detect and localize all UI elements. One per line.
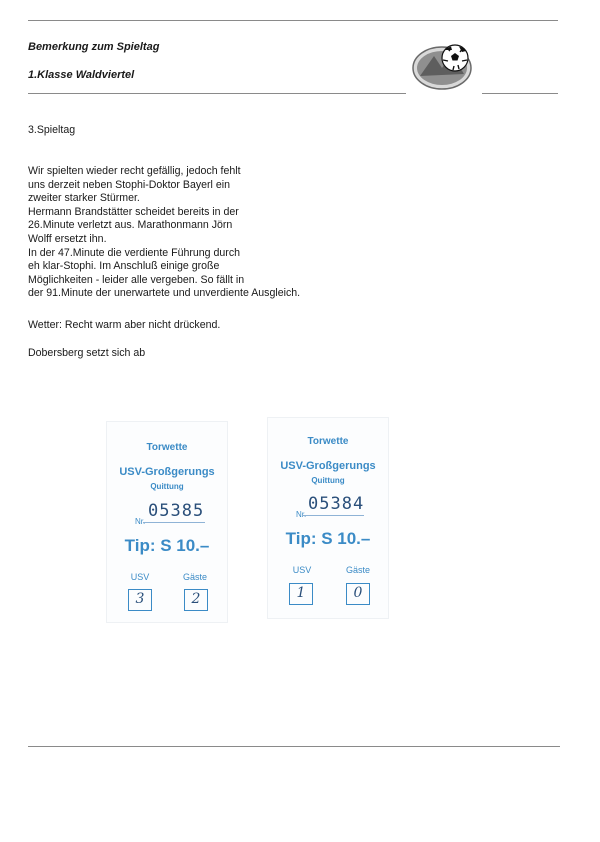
matchday-label: 3.Spieltag — [28, 124, 76, 136]
report-line: 26.Minute verletzt aus. Marathonmann Jörn — [28, 219, 233, 232]
receipt-number-underline — [143, 522, 205, 523]
report-line: In der 47.Minute die verdiente Führung durch — [28, 246, 241, 259]
receipt-heading: Torwette — [307, 436, 349, 447]
receipt-club: USV-Großgerungs — [119, 466, 215, 478]
report-line: der 91.Minute der unerwartete und unverdiente Ausgleich. — [28, 287, 301, 300]
report-line: Wolff ersetzt ihn. — [28, 232, 107, 245]
away-score-box — [346, 583, 370, 605]
home-label: USV — [292, 565, 312, 575]
receipt-tip: Tip: S 10.– — [124, 536, 210, 555]
report-line: zweiter starker Stürmer. — [28, 192, 140, 205]
report-line: eh klar-Stophi. Im Anschluß einige große — [28, 260, 220, 273]
bet-receipt-2 — [267, 417, 389, 619]
home-label: USV — [130, 572, 150, 582]
receipt-club: USV-Großgerungs — [280, 460, 376, 472]
home-score: 1 — [296, 585, 306, 601]
receipt-label: Quittung — [311, 476, 345, 485]
receipt-number-underline — [302, 515, 364, 516]
report-line: Möglichkeiten - leider alle vergeben. So fällt in — [28, 273, 245, 286]
away-label: Gäste — [345, 565, 370, 575]
receipt-number: 05384 — [308, 494, 365, 514]
receipt-number: 05385 — [148, 501, 205, 521]
top-rule — [28, 20, 558, 21]
home-score-box — [289, 583, 313, 605]
footer-rule — [28, 746, 560, 747]
away-score: 2 — [191, 591, 201, 607]
league-name: 1.Klasse Waldviertel — [28, 69, 135, 81]
report-line: Wir spielten wieder recht gefällig, jedoch fehlt — [28, 165, 241, 177]
receipt-tip: Tip: S 10.– — [285, 529, 371, 548]
away-label: Gäste — [182, 572, 207, 582]
standings-note: Dobersberg setzt sich ab — [28, 347, 146, 359]
bet-receipt-1 — [106, 421, 228, 623]
header-rule-left — [28, 93, 406, 94]
soccer-ball-logo-icon — [412, 38, 476, 94]
weather-note: Wetter: Recht warm aber nicht drückend. — [28, 319, 221, 331]
home-score-box — [128, 589, 152, 611]
report-line: uns derzeit neben Stophi-Doktor Bayerl ein — [28, 178, 230, 191]
receipt-label: Quittung — [150, 482, 184, 491]
away-score-box — [184, 589, 208, 611]
header-rule-right — [482, 93, 558, 94]
home-score: 3 — [135, 591, 145, 607]
receipt-number-label: Nr. — [135, 517, 146, 526]
away-score: 0 — [353, 585, 363, 601]
match-report-paragraph — [28, 165, 300, 301]
page-title: Bemerkung zum Spieltag — [28, 41, 160, 53]
receipt-heading: Torwette — [146, 442, 188, 453]
receipt-number-label: Nr. — [296, 510, 307, 519]
report-line: Hermann Brandstätter scheidet bereits in der — [28, 205, 239, 218]
